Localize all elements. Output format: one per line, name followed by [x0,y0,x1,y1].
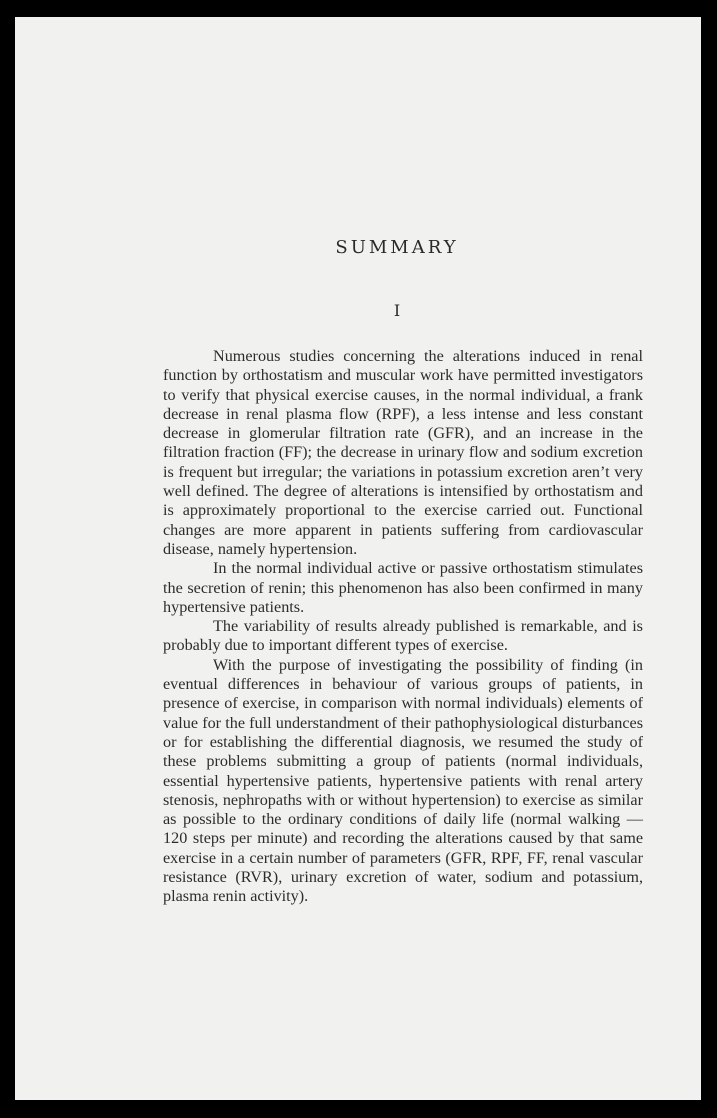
document-page [15,17,701,1100]
paragraph: In the normal individual active or passive orthostatism stimulates the secretion of renin; this phenomenon has also been confirmed in many hypertensive patients. [163,559,643,616]
page-title: SUMMARY [335,237,459,258]
paragraph: With the purpose of investigating the possibility of finding (in eventual differences in behaviour of various groups of patients, in presence of exercise, in comparison with normal individuals) elements of value for the full understandment of their pathophysiological disturbances or for establishing the differential diagnosis, we resumed the study of these problems submitting a group of patients (normal individuals, essential hypertensive patients, hypertensive patients with renal artery stenosis, nephropaths with or without hypertension) to exercise as similar as possible to the ordinary conditions of daily life (normal walking — 120 steps per minute) and recording the alterations caused by that same exercise in a certain number of parameters (GFR, RPF, FF, renal vascular resistance (RVR), urinary excretion of water, sodium and potassium, plasma renin activity). [163,655,643,906]
section-number: I [393,301,401,320]
paragraph: The variability of results already published is remarkable, and is probably due to important different types of exercise. [163,617,643,655]
paragraph: Numerous studies concerning the alterations induced in renal function by orthostatism and muscular work have permitted investigators to verify that physical exercise causes, in the normal individual, a frank decrease in renal plasma flow (RPF), a less intense and less constant decrease in glomerular filtration rate (GFR), and an increase in the filtration fraction (FF); the decrease in urinary flow and sodium excretion is frequent but irregular; the variations in potassium excretion aren’t very well defined. The degree of alterations is intensified by orthostatism and is approximately proportional to the exercise carried out. Functional changes are more apparent in patients suffering from cardiovascular disease, namely hypertension. [163,347,643,558]
body-text [163,347,643,907]
